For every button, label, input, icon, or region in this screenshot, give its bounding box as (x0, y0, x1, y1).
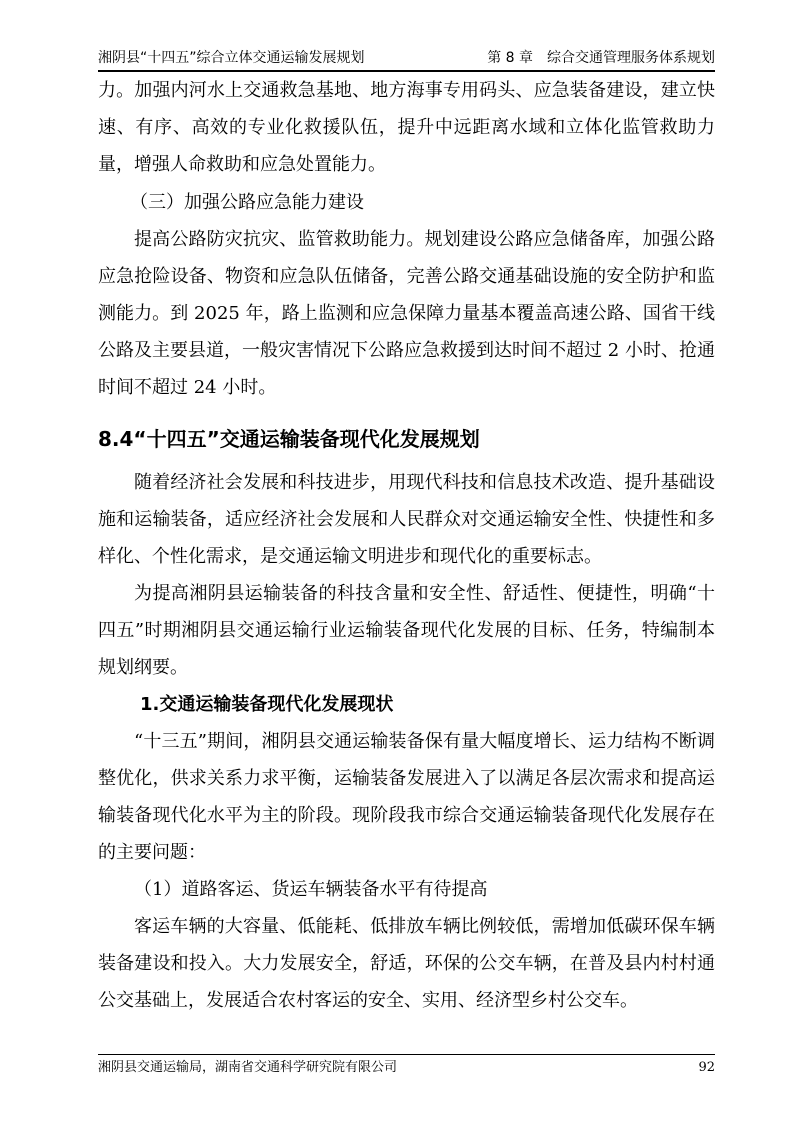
header-document-title: 湘阴县“十四五”综合立体交通运输发展规划 (98, 50, 365, 66)
subheading-equipment-status: 1.交通运输装备现代化发展现状 (140, 694, 394, 715)
header-chapter-title: 第 8 章 综合交通管理服务体系规划 (487, 50, 715, 66)
paragraph-equipment-intro: 随着经济社会发展和科技进步，用现代科技和信息技术改造、提升基础设施和运输装备，适应经济社会发展和人民群众对交通运输安全性、快捷性和多样化、个性化需求，是交通运输文明进步和现代化的重要标志。 (98, 472, 715, 567)
footer-rule (98, 1054, 715, 1055)
paragraph-road-emergency: 提高公路防灾抗灾、监管救助能力。规划建设公路应急储备库，加强公路应急抢险设备、物资和应急队伍储备，完善公路交通基础设施的安全防护和监测能力。到 2025 年，路上监测和应急保障力量基本覆盖高速公路、国省干线公路及主要县道，一般灾害情况下公路应急救援到达时间不超过 2 小时、抢通时间不超过 24 小时。 (98, 229, 715, 398)
page-body (98, 72, 715, 1019)
paragraph-vehicle-equipment: 客运车辆的大容量、低能耗、低排放车辆比例较低，需增加低碳环保车辆装备建设和投入。大力发展安全，舒适，环保的公交车辆，在普及县内村村通公交基础上，发展适合农村客运的安全、实用、经济型乡村公交车。 (98, 916, 715, 1011)
paragraph-plan-purpose: 为提高湘阴县运输装备的科技含量和安全性、舒适性、便捷性，明确“十四五”时期湘阴县交通运输行业运输装备现代化发展的目标、任务，特编制本规划纲要。 (98, 583, 715, 678)
section-heading-8-4: 8.4“十四五”交通运输装备现代化发展规划 (98, 427, 480, 451)
paragraph-equipment-status: “十三五”期间，湘阴县交通运输装备保有量大幅度增长、运力结构不断调整优化，供求关系力求平衡，运输装备发展进入了以满足各层次需求和提高运输装备现代化水平为主的阶段。现阶段我市综合交通运输装备现代化发展存在的主要问题： (98, 731, 715, 863)
footer-organizations: 湘阴县交通运输局，湖南省交通科学研究院有限公司 (98, 1060, 398, 1075)
page-footer (98, 1059, 715, 1077)
page-number: 92 (698, 1060, 715, 1075)
paragraph-water-rescue: 力。加强内河水上交通救急基地、地方海事专用码头、应急装备建设，建立快速、有序、高效的专业化救援队伍，提升中远距离水域和立体化监管救助力量，增强人命救助和应急处置能力。 (98, 80, 715, 175)
subheading-road-emergency: （三）加强公路应急能力建设 (130, 192, 364, 213)
subheading-vehicle-equipment: （1）道路客运、货运车辆装备水平有待提高 (134, 879, 488, 900)
page-header (98, 48, 715, 68)
